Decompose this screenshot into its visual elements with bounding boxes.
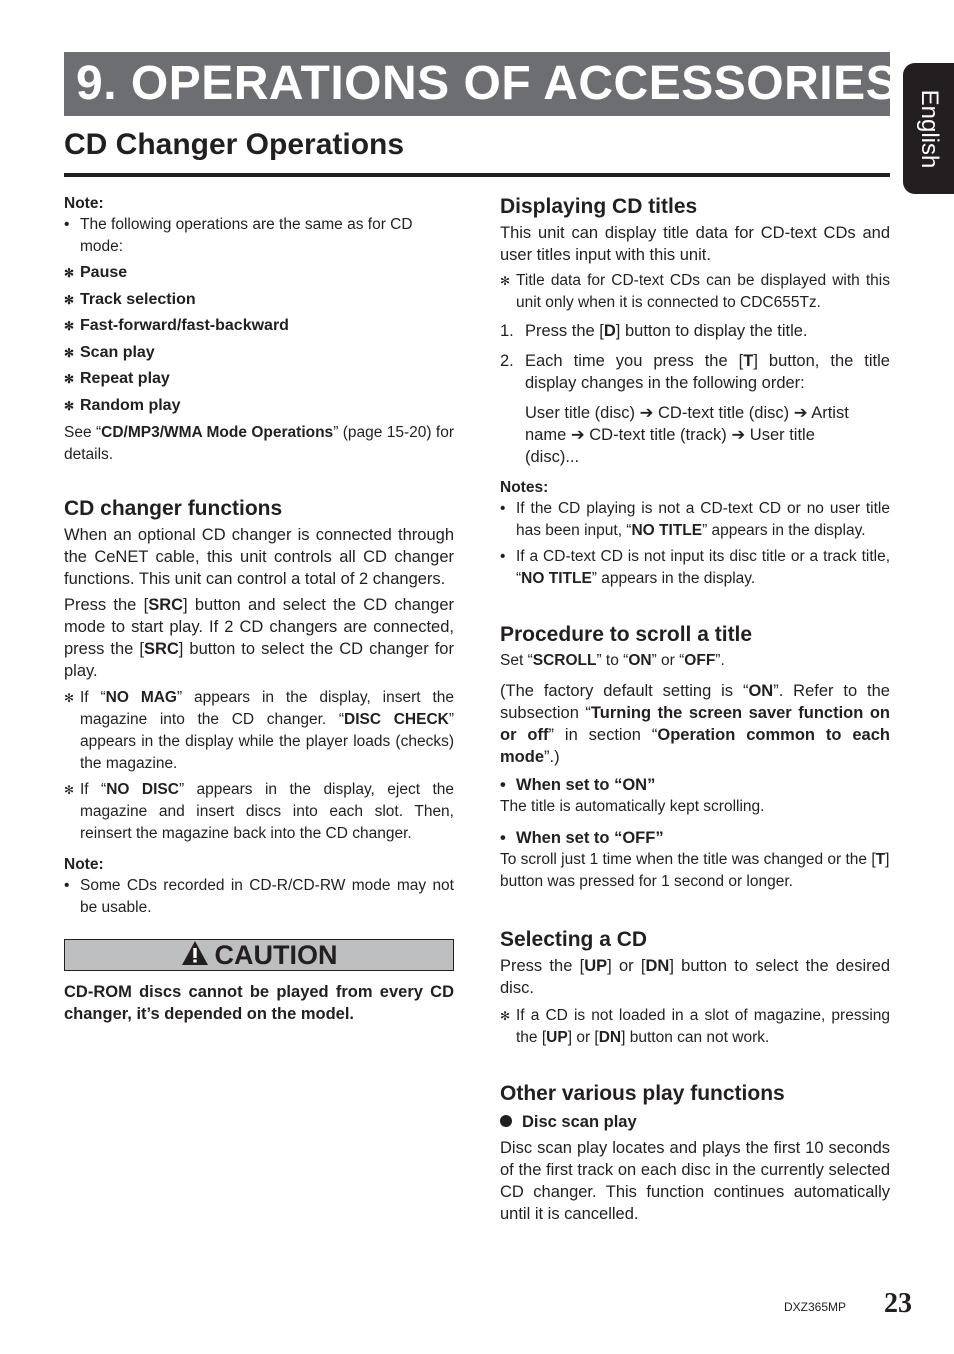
text-span: ”. Refer to the subsection “ [500, 682, 890, 722]
key-label: UP [546, 1029, 568, 1046]
asterisk-icon: ✻ [64, 372, 75, 387]
warning-icon [181, 940, 209, 966]
note-bullet [500, 546, 890, 590]
key-label: T [875, 851, 886, 868]
display-message: NO DISC [106, 780, 179, 798]
list-item-label: Fast-forward/fast-backward [80, 317, 289, 335]
list-item-label: Random play [80, 396, 181, 414]
asterisk-icon: ✻ [64, 319, 75, 334]
text-span: ”. [715, 652, 725, 669]
note-bullet [64, 875, 454, 919]
text-span: Title data for CD-text CDs can be displayed with this unit only when it is connected to CDC655Tz. [516, 272, 890, 311]
bullet-icon: • [500, 776, 506, 794]
paragraph [500, 650, 890, 672]
text-span: If “ [80, 780, 107, 798]
setting-value: OFF [684, 652, 716, 669]
cd-changer-functions-heading: CD changer functions [64, 496, 283, 520]
key-label: D [603, 322, 616, 340]
text-span: ” appears in the display while the player loads (checks) the magazine. [80, 710, 455, 772]
text-span: ” appears in the display. [591, 570, 756, 587]
language-tab [903, 63, 954, 194]
display-message: DISC CHECK [344, 710, 449, 728]
right-column [500, 194, 890, 1225]
text-span: ” in section “ [548, 726, 658, 744]
text-span: To scroll just 1 time when the title was changed or the [ [500, 851, 876, 868]
text-span: Press the [ [525, 322, 604, 340]
list-item [64, 287, 454, 314]
note-bullet [64, 214, 454, 258]
text-span: ] or [ [607, 957, 646, 975]
disc-scan-heading [500, 1111, 890, 1133]
text-span: ] button and select the CD changer mode to start play. If 2 CD changers are connected, press the [ [64, 595, 454, 658]
section-divider [64, 173, 890, 177]
text-span: When set to “ON” [516, 776, 656, 794]
paragraph: When an optional CD changer is connected through the CeNET cable, this unit controls all CD changer functions. This unit can control a total of 2 changers. [64, 525, 454, 588]
paragraph: This unit can display title data for CD-text CDs and user titles input with this unit. [500, 224, 890, 264]
reference-link-text: Turning the screen saver function on or off [500, 704, 890, 744]
circle-bullet-icon [500, 1115, 512, 1127]
list-item-label: Track selection [80, 290, 196, 308]
asterisk-icon: ✻ [64, 690, 75, 705]
asterisk-icon: ✻ [500, 274, 511, 288]
text-span: If a CD is not loaded in a slot of magazine, pressing the [ [516, 1007, 890, 1046]
asterisk-icon: ✻ [64, 345, 75, 360]
page-number: 23 [884, 1288, 912, 1319]
asterisk-icon: ✻ [64, 398, 75, 413]
scroll-title-heading: Procedure to scroll a title [500, 623, 753, 646]
display-message: NO TITLE [631, 522, 703, 539]
asterisk-icon: ✻ [64, 266, 75, 280]
text-span: Each time you press the [ [525, 352, 744, 370]
key-label: SRC [143, 639, 179, 658]
model-number: DXZ365MP [784, 1300, 847, 1314]
paragraph: Disc scan play locates and plays the first 10 seconds of the first track on each disc in the currently selected CD changer. This function continues automatically until it is cancelled. [500, 1139, 890, 1223]
list-item [64, 260, 454, 287]
text-span: ” appears in the display, eject the magazine and insert discs into each slot. Then, reinsert the magazine back into the CD changer. [80, 780, 454, 842]
caution-banner [64, 939, 454, 971]
text-span: ” or “ [651, 652, 685, 669]
step-2 [500, 350, 890, 394]
step-number: 1. [500, 322, 514, 340]
list-item [64, 313, 454, 340]
text-span: ] button was pressed for 1 second or longer. [500, 851, 890, 890]
other-functions-heading: Other various play functions [500, 1082, 785, 1105]
text-span: ” to “ [596, 652, 629, 669]
text-span: (The factory default setting is “ [500, 682, 749, 700]
text-span: ] button to select the desired disc. [500, 957, 890, 997]
note-label: Note: [64, 855, 104, 873]
asterisk-note [500, 1005, 890, 1049]
title-display-order: User title (disc) ➔ CD-text title (disc) ➔ Artist name ➔ CD-text title (track) ➔ User title (disc)... [525, 404, 849, 466]
paragraph [64, 594, 454, 682]
asterisk-note [500, 270, 890, 314]
list-item [64, 393, 454, 420]
bullet-icon: • [500, 829, 506, 847]
text-span: ] button can not work. [621, 1029, 770, 1046]
display-message: NO TITLE [521, 570, 592, 587]
text-span: ] button to display the title. [615, 322, 808, 340]
text-span: If the CD playing is not a CD-text CD or no user title has been input, “ [516, 500, 890, 539]
key-label: T [743, 352, 754, 370]
text-span: See “ [64, 423, 102, 441]
note-bullet [500, 498, 890, 542]
list-item-label: Pause [80, 264, 128, 281]
text-span: ] button, the title display changes in the following order: [525, 352, 890, 392]
display-message: NO MAG [105, 688, 177, 706]
key-label: UP [584, 957, 608, 975]
on-setting-heading [500, 774, 890, 796]
list-item-label: Repeat play [80, 370, 170, 388]
bullet-icon: • [64, 216, 70, 233]
paragraph [500, 955, 890, 999]
text-span: ] button to select the CD changer for play. [64, 639, 454, 680]
left-column [64, 194, 454, 1025]
text-span: Set “ [500, 652, 533, 669]
note-label: Note: [64, 195, 104, 212]
text-span: Press the [ [500, 957, 585, 975]
notes-label: Notes: [500, 479, 549, 496]
operation-list [64, 260, 454, 420]
text-span: ” appears in the display, insert the magazine into the CD changer. “ [80, 688, 454, 728]
reference-link-text: Operation common to each mode [500, 726, 890, 766]
bullet-icon: • [500, 500, 506, 517]
list-item [64, 340, 454, 367]
step-1 [500, 320, 890, 342]
section-title: CD Changer Operations [64, 128, 405, 161]
text-span: If “ [80, 688, 106, 706]
language-tab-label: English [915, 89, 943, 168]
paragraph: The title is automatically kept scrolling. [500, 798, 765, 815]
list-item [64, 366, 454, 393]
chapter-title-bar [64, 52, 899, 116]
displaying-titles-heading: Displaying CD titles [500, 195, 698, 218]
step-number: 2. [500, 352, 514, 370]
see-reference [64, 422, 454, 466]
selecting-cd-heading: Selecting a CD [500, 928, 648, 951]
text-span: ] or [ [567, 1029, 599, 1046]
text-span: ”.) [544, 748, 560, 766]
chapter-title: 9. OPERATIONS OF ACCESSORIES [76, 57, 899, 110]
caution-label: CAUTION [214, 939, 338, 970]
note-bullet-text: Some CDs recorded in CD-R/CD-RW mode may not be usable. [80, 876, 454, 916]
text-span: ” appears in the display. [702, 522, 866, 539]
asterisk-note [64, 687, 454, 775]
asterisk-icon: ✻ [64, 782, 75, 797]
key-label: SRC [148, 595, 184, 614]
list-item-label: Scan play [80, 343, 155, 361]
bullet-icon: • [64, 876, 70, 894]
reference-link-text: CD/MP3/WMA Mode Operations [101, 423, 334, 441]
setting-value: ON [628, 652, 652, 669]
text-span: When set to “OFF” [516, 829, 664, 847]
key-label: DN [645, 957, 670, 975]
caution-text: CD-ROM discs cannot be played from every CD changer, it’s depended on the model. [64, 982, 454, 1023]
setting-name: SCROLL [532, 652, 597, 669]
asterisk-note [64, 779, 454, 845]
asterisk-icon: ✻ [500, 1009, 511, 1023]
key-label: DN [598, 1029, 622, 1046]
text-span: ” (page 15-20) for details. [64, 423, 454, 463]
note-bullet-text: The following operations are the same as for CD mode: [80, 216, 413, 255]
setting-value: ON [748, 682, 774, 700]
text-span: Press the [ [64, 595, 149, 614]
bullet-icon: • [500, 548, 506, 565]
text-span: If a CD-text CD is not input its disc title or a track title, “ [516, 548, 890, 587]
asterisk-icon: ✻ [64, 292, 75, 307]
off-setting-heading [500, 827, 890, 849]
text-span: Disc scan play [522, 1113, 637, 1131]
paragraph [500, 680, 890, 768]
paragraph [500, 849, 890, 893]
